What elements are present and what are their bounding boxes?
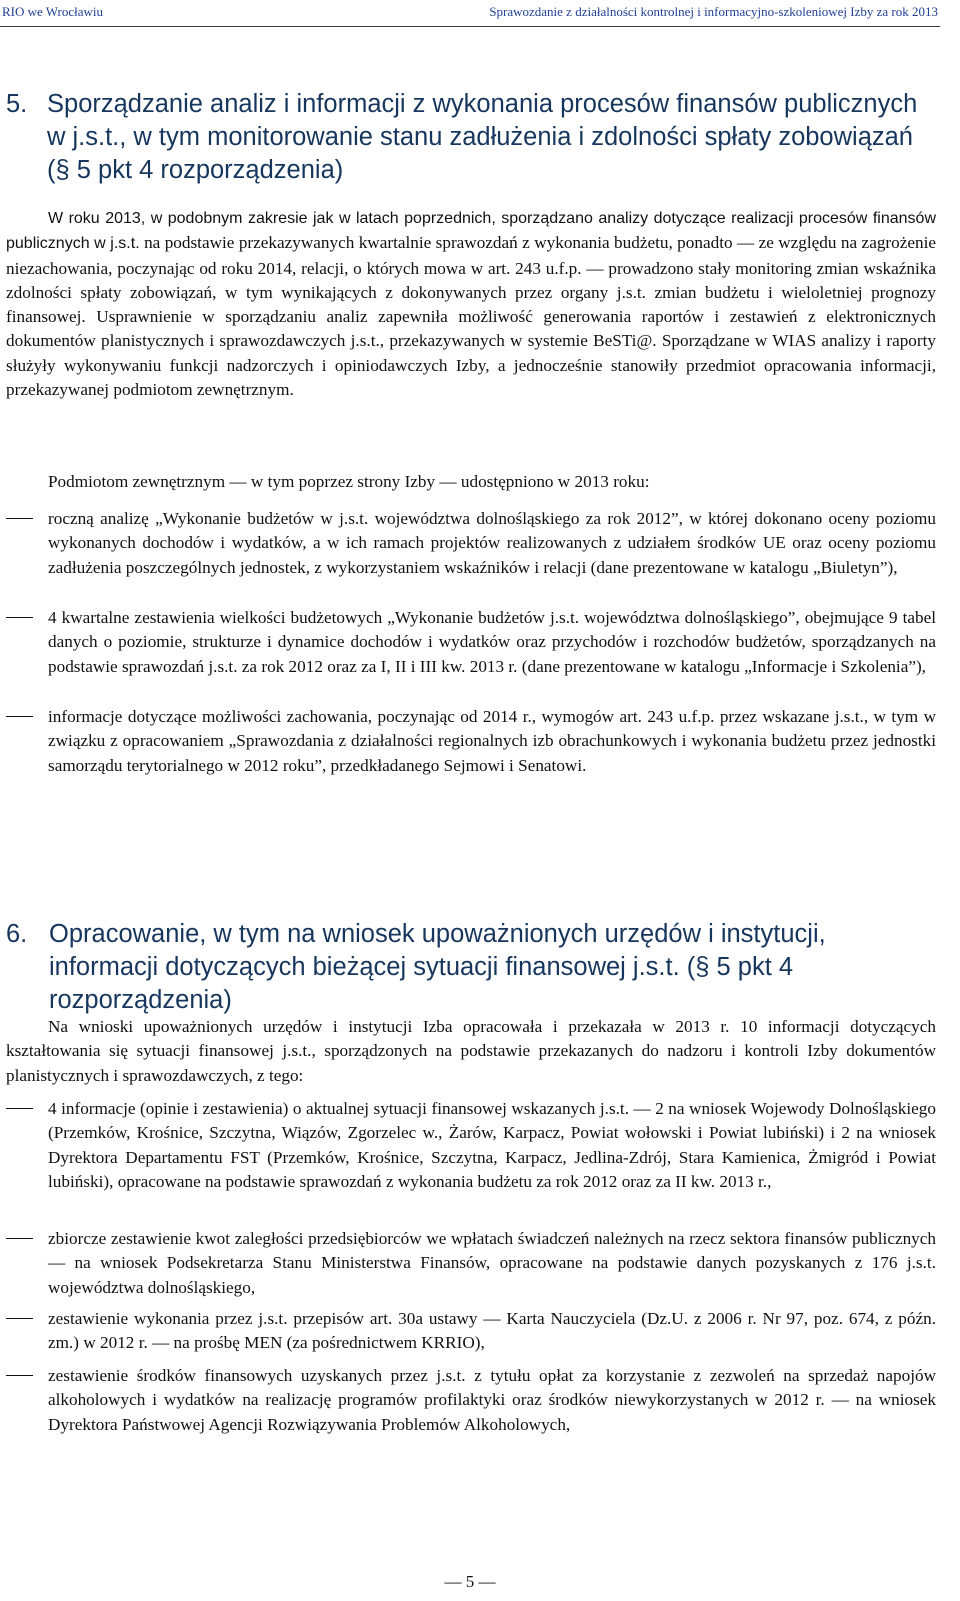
running-header: [0, 0, 940, 27]
list-item-text: zestawienie środków finansowych uzyskanych przez j.s.t. z tytułu opłat za korzystanie z zezwoleń na sprzedaż napojów alkoholowych i wydatków na realizację programów profilaktyki oraz środków niewykorzystanych w 2012 r. — na wniosek Dyrektora Państwowej Agencji Rozwiązywania Problemów Alkoholowych,: [48, 1366, 936, 1434]
list-item: [6, 606, 936, 679]
list-item: [6, 507, 936, 580]
list-item: [6, 1097, 936, 1194]
section-5-number: 5.: [6, 90, 28, 118]
dash-bullet-icon: [6, 1375, 33, 1376]
section-5-paragraph-lead: W roku 2013, w podobnym zakresie jak w latach poprzednich, sporządzano analizy dotyczące realizacji procesów finansów publicznych w j.s.t.: [6, 210, 936, 253]
list-item-text: 4 informacje (opinie i zestawienia) o aktualnej sytuacji finansowej wskazanych j.s.t. — 2 na wniosek Wojewody Dolnośląskiego (Przemków, Krośnice, Szczytna, Wiązów, Zgorzelec w., Żarów, Karpacz, Powiat wołowski i Powiat lubiński) i 2 na wniosek Dyrektora Departamentu FST (Przemków, Krośnice, Szczytna, Karpacz, Jedlina-Zdrój, Stara Kamienica, Żmigród i Powiat lubiński), opracowane na podstawie sprawozdań z wykonania budżetu za rok 2012 oraz za II kw. 2013 r.,: [48, 1099, 936, 1191]
list-item-text: zbiorcze zestawienie kwot zaległości przedsiębiorców we wpłatach świadczeń należnych na rzecz sektora finansów publicznych — na wniosek Podsekretarza Stanu Ministerstwa Finansów, opracowane na podstawie danych pozyskanych z 176 j.s.t. województwa dolnośląskiego,: [48, 1229, 936, 1297]
list-item-text: zestawienie wykonania przez j.s.t. przepisów art. 30a ustawy — Karta Nauczyciela (Dz.U. z 2006 r. Nr 97, poz. 674, z późn. zm.) w 2012 r. — na prośbę MEN (za pośrednictwem KRRIO),: [48, 1309, 936, 1353]
section-6-heading: [6, 918, 936, 1017]
list-item: [6, 1227, 936, 1300]
list-item: [6, 1307, 936, 1356]
list-item-text: roczną analizę „Wykonanie budżetów w j.s.t. województwa dolnośląskiego za rok 2012”, w której dokonano oceny poziomu wykonanych dochodów i wydatków, a w ich ramach projektów realizowanych z udziałem środków UE oraz oceny poziomu zadłużenia poszczególnych jednostek, z wykorzystaniem wskaźników i relacji (dane prezentowane w katalogu „Biuletyn”),: [48, 509, 936, 577]
list-item: [6, 1364, 936, 1437]
dash-bullet-icon: [6, 1238, 33, 1239]
dash-bullet-icon: [6, 1108, 33, 1109]
header-organization: RIO we Wrocławiu: [2, 4, 104, 19]
section-6-title: Opracowanie, w tym na wniosek upoważnionych urzędów i instytucji, informacji dotyczących bieżącej sytuacji finansowej j.s.t. (§ 5 pkt 4 rozporządzenia): [49, 920, 826, 1014]
section-5-paragraph: [6, 206, 936, 402]
list-item-text: 4 kwartalne zestawienia wielkości budżetowych „Wykonanie budżetów j.s.t. województwa dolnośląskiego”, obejmujące 9 tabel danych o poziomie, strukturze i dynamice dochodów i wydatków oraz przychodów i rozchodów budżetów, sporządzanych na podstawie sprawozdań j.s.t. za rok 2012 oraz za I, II i III kw. 2013 r. (dane prezentowane w katalogu „Informacje i Szkolenia”),: [48, 608, 936, 676]
list-item-text: informacje dotyczące możliwości zachowania, poczynając od 2014 r., wymogów art. 243 u.f.p. przez wskazane j.s.t., w tym w związku z opracowaniem „Sprawozdania z działalności regionalnych izb obrachunkowych i wykonania budżetu przez jednostki samorządu terytorialnego w 2012 roku”, przedkładanego Sejmowi i Senatowi.: [48, 707, 936, 775]
section-5-paragraph-body: na podstawie przekazywanych kwartalnie sprawozdań z wykonania budżetu, ponadto — ze względu na zagrożenie niezachowania, poczynając od roku 2014, relacji, o których mowa w art. 243 u.f.p. — prowadzono stały monitoring zmian wskaźnika zdolności spłaty zobowiązań, w tym wynikających z dokonywanych przez organy j.s.t. zmian budżetu i wieloletniej prognozy finansowej. Usprawnienie w sporządzaniu analiz zapewniła możliwość generowania raportów i zestawień z elektronicznych dokumentów planistycznych i sprawozdawczych j.s.t., przekazywanych w systemie BeSTi@. Sporządzane w WIAS analizy i raporty służyły wykonywaniu funkcji nadzorczych i opiniodawczych Izby, a jednocześnie stanowiły przedmiot opracowania informacji, przekazywanej podmiotom zewnętrznym.: [6, 233, 936, 400]
list-item: [6, 705, 936, 778]
section-5-title: Sporządzanie analiz i informacji z wykonania procesów finansów publicznych w j.s.t., w tym monitorowanie stanu zadłużenia i zdolności spłaty zobowiązań (§ 5 pkt 4 rozporządzenia): [47, 90, 918, 184]
section-5-heading: [6, 88, 936, 187]
section-6-number: 6.: [6, 920, 28, 948]
section-5-intro: Podmiotom zewnętrznym — w tym poprzez strony Izby — udostępniono w 2013 roku:: [48, 472, 650, 491]
dash-bullet-icon: [6, 1318, 33, 1319]
page-number: — 5 —: [444, 1572, 496, 1591]
dash-bullet-icon: [6, 518, 33, 519]
header-report-title: Sprawozdanie z działalności kontrolnej i informacyjno-szkoleniowej Izby za rok 2013: [489, 4, 938, 19]
dash-bullet-icon: [6, 617, 33, 618]
dash-bullet-icon: [6, 716, 33, 717]
section-6-paragraph: Na wnioski upoważnionych urzędów i instytucji Izba opracowała i przekazała w 2013 r. 10 informacji dotyczących kształtowania się sytuacji finansowej j.s.t., sporządzonych na podstawie przekazanych do nadzoru i kontroli Izby dokumentów planistycznych i sprawozdawczych, z tego:: [6, 1017, 936, 1085]
